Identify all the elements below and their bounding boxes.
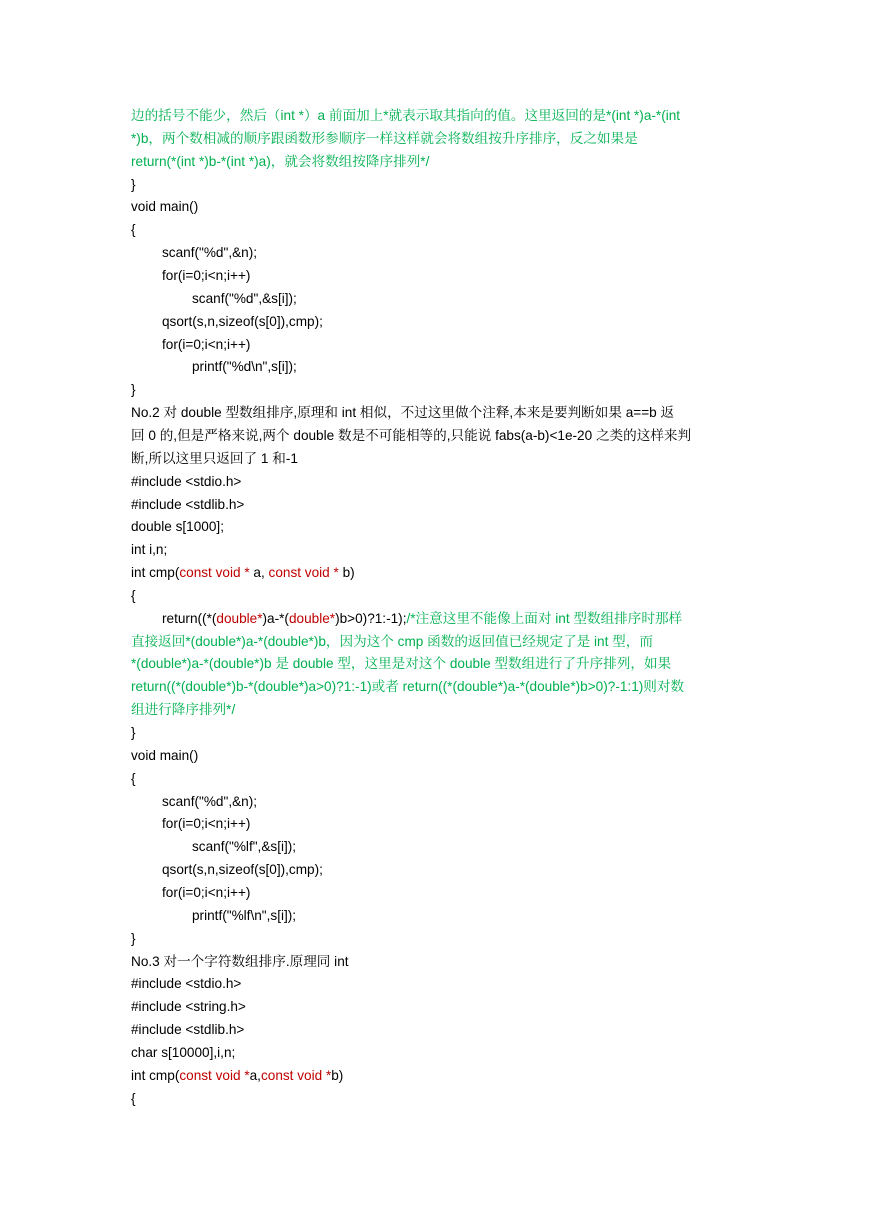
text-line [131, 106, 737, 126]
text-line [162, 335, 768, 355]
text-segment: *(double*)a-*(double*)b 是 double 型，这里是对这个 double 型数组进行了升序排列，如果 [131, 656, 672, 672]
text-segment: qsort(s,n,sizeof(s[0]),cmp); [162, 862, 323, 878]
text-segment: int i,n; [131, 542, 168, 558]
text-segment: )b>0)?1:-1); [335, 610, 407, 626]
text-segment: scanf("%lf",&s[i]); [192, 839, 297, 855]
text-segment: } [131, 176, 136, 192]
text-segment: double* [288, 610, 336, 626]
text-segment: printf("%lf\n",s[i]); [192, 907, 297, 923]
text-segment: #include <string.h> [131, 999, 246, 1015]
text-line [131, 563, 737, 583]
text-segment: const void * [179, 565, 254, 580]
text-segment: return(*(int *)b-*(int *)a)，就会将数组按降序排列*/ [131, 153, 430, 169]
text-line [192, 906, 798, 926]
text-line [131, 472, 737, 492]
text-line [162, 860, 768, 880]
text-line [162, 814, 768, 834]
text-segment: } [131, 725, 136, 740]
text-segment: #include <stdlib.h> [131, 1022, 245, 1037]
text-line [162, 312, 768, 332]
text-segment: return((*(double*)b-*(double*)a>0)?1:-1)或者 return((*(double*)a-*(double*)b>0)?-1:1)则对数 [131, 679, 685, 695]
text-line [131, 152, 737, 172]
text-segment: void main() [131, 199, 199, 215]
text-line [162, 243, 768, 263]
text-segment: for(i=0;i<n;i++) [162, 336, 251, 352]
text-segment: for(i=0;i<n;i++) [162, 268, 251, 283]
text-line [162, 792, 768, 812]
text-segment: *)b，两个数相减的顺序跟函数形参顺序一样这样就会将数组按升序排序，反之如果是 [131, 130, 638, 146]
text-segment: /*注意这里不能像上面对 int 型数组排序时那样 [406, 610, 683, 626]
text-segment: )a-*( [262, 610, 289, 626]
text-segment: void main() [131, 747, 199, 763]
text-line [192, 837, 798, 857]
text-line [131, 974, 737, 994]
text-line [131, 220, 737, 240]
text-segment: int cmp( [131, 1067, 180, 1083]
text-line [131, 952, 737, 972]
text-segment: const void * [179, 1067, 250, 1083]
text-line [192, 289, 798, 309]
text-segment: double s[1000]; [131, 519, 224, 535]
text-line [131, 1043, 737, 1063]
text-line [131, 449, 737, 469]
text-segment: const void * [268, 565, 343, 580]
text-segment: } [131, 382, 136, 398]
text-segment: b) [342, 565, 355, 580]
text-line [131, 540, 737, 560]
text-segment: #include <stdio.h> [131, 976, 242, 992]
text-segment: scanf("%d",&s[i]); [192, 290, 297, 306]
text-line [131, 175, 737, 195]
text-segment: a, [249, 1067, 261, 1083]
text-line [131, 654, 737, 674]
text-line [131, 723, 737, 743]
text-segment: b) [331, 1067, 344, 1083]
text-segment: scanf("%d",&n); [162, 245, 258, 261]
text-segment: No.3 对一个字符数组排序.原理同 int [131, 953, 349, 969]
text-segment: int cmp( [131, 565, 180, 580]
text-segment: for(i=0;i<n;i++) [162, 816, 251, 832]
text-line [131, 929, 737, 949]
text-segment: #include <stdio.h> [131, 473, 242, 489]
text-line [131, 586, 737, 606]
text-line [131, 1020, 737, 1040]
text-segment: scanf("%d",&n); [162, 793, 258, 809]
text-segment: double* [216, 610, 263, 626]
text-line [131, 403, 737, 423]
text-segment: { [131, 770, 136, 786]
text-line [131, 997, 737, 1017]
text-line [162, 266, 768, 286]
text-line [131, 1066, 737, 1086]
text-line [131, 129, 737, 149]
text-line [162, 883, 768, 903]
text-segment: 直接返回*(double*)a-*(double*)b，因为这个 cmp 函数的返回值已经规定了是 int 型，而 [131, 633, 653, 649]
text-line [131, 677, 737, 697]
text-segment: { [131, 1090, 136, 1106]
text-segment: a, [253, 565, 269, 580]
text-segment: #include <stdlib.h> [131, 496, 245, 512]
text-segment: qsort(s,n,sizeof(s[0]),cmp); [162, 313, 323, 329]
text-segment: return((*( [162, 610, 217, 626]
text-line [131, 632, 737, 652]
text-segment: char s[10000],i,n; [131, 1044, 236, 1060]
text-line [162, 609, 768, 629]
text-segment: 边的括号不能少，然后（int *）a 前面加上*就表示取其指向的值。这里返回的是*(int *)a-*(int [131, 108, 681, 123]
text-segment: 回 0 的,但是严格来说,两个 double 数是不可能相等的,只能说 fabs(a-b)<1e-20 之类的这样来判 [131, 427, 692, 443]
text-line [131, 517, 737, 537]
text-line [131, 1089, 737, 1109]
text-segment: No.2 对 double 型数组排序,原理和 int 相似，不过这里做个注释,本来是要判断如果 a==b 返 [131, 405, 675, 421]
text-line [131, 700, 737, 720]
text-line [131, 769, 737, 789]
text-segment: printf("%d\n",s[i]); [192, 359, 297, 375]
text-line [131, 426, 737, 446]
text-segment: { [131, 587, 136, 603]
text-segment: for(i=0;i<n;i++) [162, 884, 251, 900]
text-segment: 断,所以这里只返回了 1 和-1 [131, 450, 298, 466]
text-line [131, 746, 737, 766]
text-segment: } [131, 930, 136, 946]
text-segment: const void * [260, 1067, 332, 1083]
text-line [131, 380, 737, 400]
text-line [131, 495, 737, 515]
text-line [131, 197, 737, 217]
text-segment: { [131, 222, 136, 238]
text-line [192, 357, 798, 377]
text-segment: 组进行降序排列*/ [131, 702, 236, 718]
